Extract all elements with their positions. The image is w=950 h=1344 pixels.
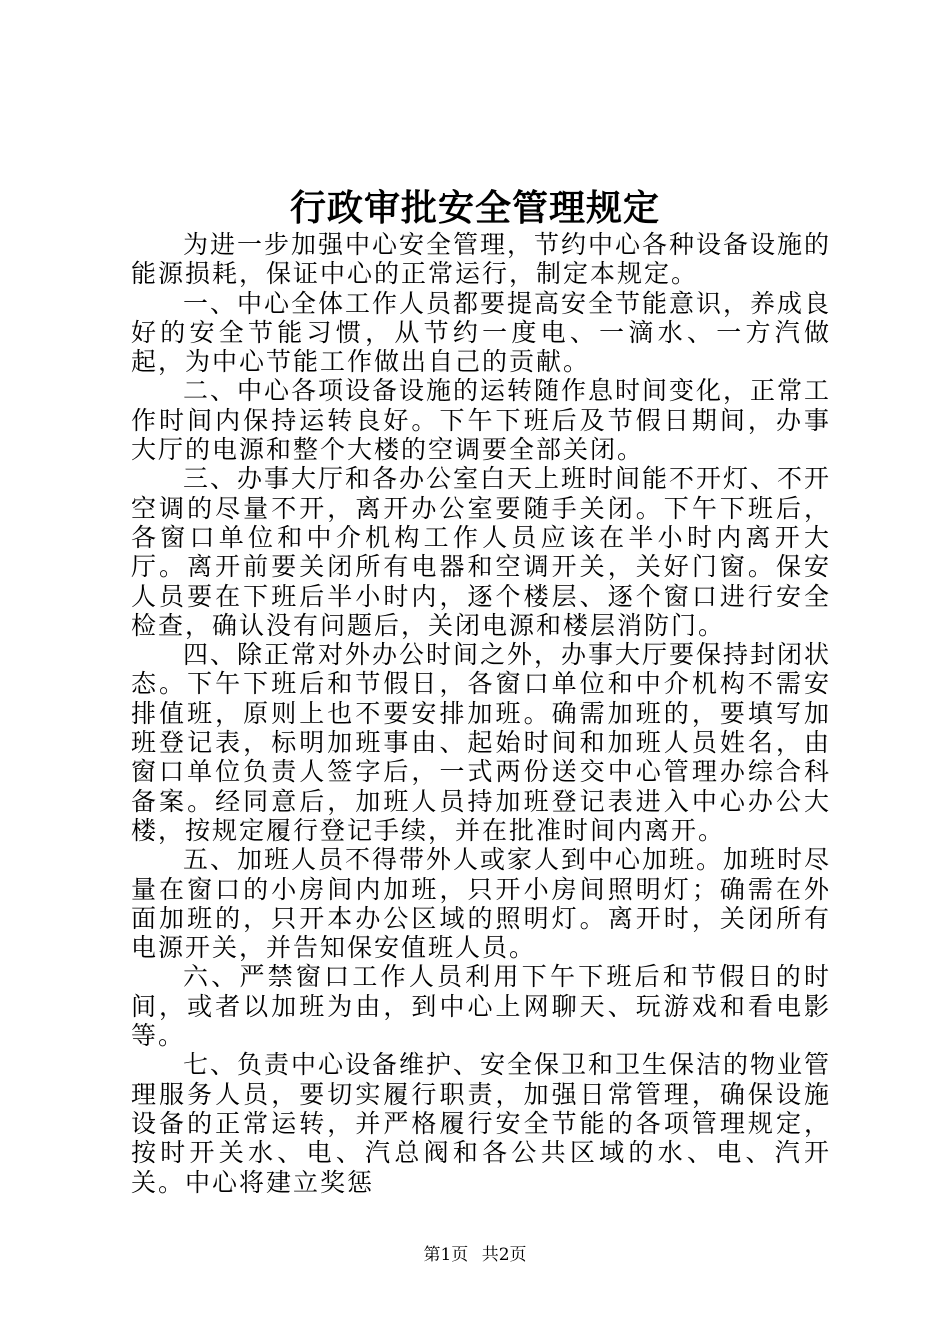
page-footer xyxy=(0,1243,950,1267)
document-body xyxy=(131,230,831,1197)
document-title: 行政审批安全管理规定 xyxy=(289,187,660,229)
paragraph-7: 七、负责中心设备维护、安全保卫和卫生保洁的物业管理服务人员，要切实履行职责，加强日常管理，确保设施设备的正常运转，并严格履行安全节能的各项管理规定，按时开关水、电、汽总阀和各公共区域的水、电、汽开关。中心将建立奖惩 xyxy=(131,1050,832,1197)
paragraph-2: 二、中心各项设备设施的运转随作息时间变化，正常工作时间内保持运转良好。下午下班后及节假日期间，办事大厅的电源和整个大楼的空调要全部关闭。 xyxy=(131,376,832,465)
paragraph-1: 一、中心全体工作人员都要提高安全节能意识，养成良好的安全节能习惯，从节约一度电、一滴水、一方汽做起，为中心节能工作做出自己的贡献。 xyxy=(131,288,832,377)
page-number: 第1页 xyxy=(423,1245,469,1265)
paragraph-5: 五、加班人员不得带外人或家人到中心加班。加班时尽量在窗口的小房间内加班，只开小房间照明灯；确需在外面加班的，只开本办公区域的照明灯。离开时，关闭所有电源开关，并告知保安值班人员。 xyxy=(131,845,832,963)
paragraph-3: 三、办事大厅和各办公室白天上班时间能不开灯、不开空调的尽量不开，离开办公室要随手关闭。下午下班后，各窗口单位和中介机构工作人员应该在半小时内离开大厅。离开前要关闭所有电器和空调开关，关好门窗。保安人员要在下班后半小时内，逐个楼层、逐个窗口进行安全检查，确认没有问题后，关闭电源和楼层消防门。 xyxy=(131,464,832,640)
paragraph-intro: 为进一步加强中心安全管理，节约中心各种设备设施的能源损耗，保证中心的正常运行，制定本规定。 xyxy=(131,230,832,289)
page-total: 共2页 xyxy=(481,1245,527,1265)
paragraph-4: 四、除正常对外办公时间之外，办事大厅要保持封闭状态。下午下班后和节假日，各窗口单位和中介机构不需安排值班，原则上也不要安排加班。确需加班的，要填写加班登记表，标明加班事由、起始时间和加班人员姓名，由窗口单位负责人签字后，一式两份送交中心管理办综合科备案。经同意后，加班人员持加班登记表进入中心办公大楼，按规定履行登记手续，并在批准时间内离开。 xyxy=(131,640,832,845)
paragraph-6: 六、严禁窗口工作人员利用下午下班后和节假日的时间，或者以加班为由，到中心上网聊天、玩游戏和看电影等。 xyxy=(131,962,831,1051)
